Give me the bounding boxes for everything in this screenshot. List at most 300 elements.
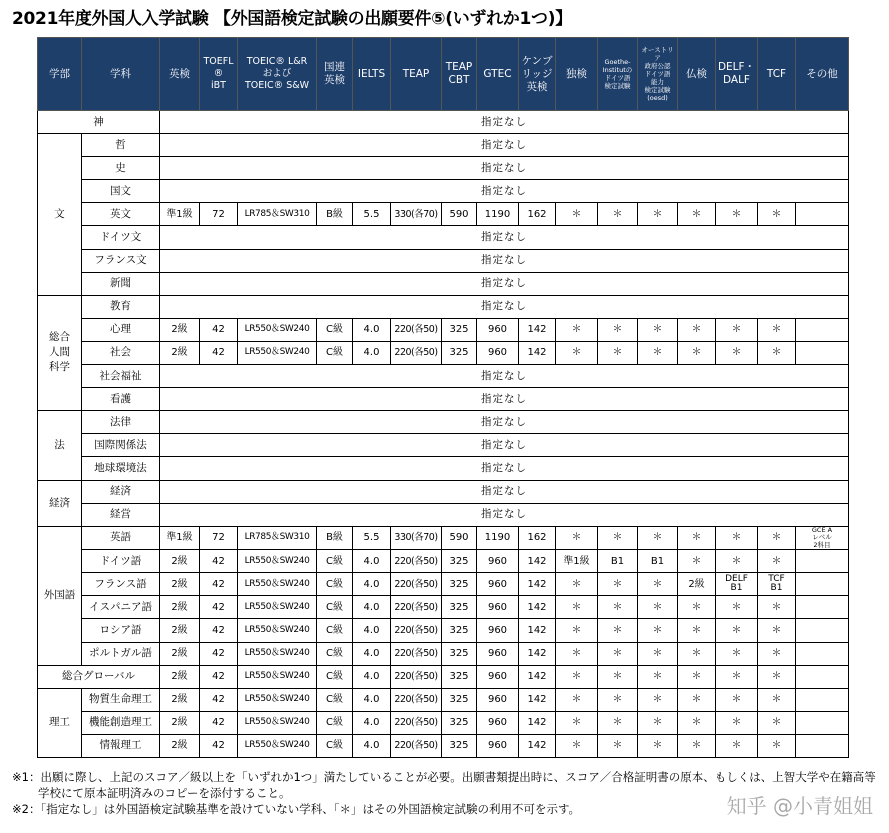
- faculty-cell: 経済: [38, 480, 82, 526]
- value-cell: C級: [317, 688, 353, 711]
- value-cell: DELF B1: [716, 573, 758, 596]
- value-cell: LR550＆SW240: [238, 688, 317, 711]
- value-cell: 4.0: [353, 550, 391, 573]
- no-requirement-cell: 指定なし: [160, 365, 849, 388]
- no-requirement-cell: 指定なし: [160, 180, 849, 203]
- value-cell: 42: [200, 318, 238, 341]
- value-cell: 42: [200, 596, 238, 619]
- header-kokuren: 国連 英検: [317, 38, 353, 111]
- no-requirement-cell: 指定なし: [160, 272, 849, 295]
- header-futsuken: 仏検: [678, 38, 716, 111]
- value-cell: ＊: [638, 573, 678, 596]
- value-cell: ＊: [758, 550, 796, 573]
- value-cell: ＊: [678, 711, 716, 734]
- value-cell: ＊: [758, 734, 796, 757]
- table-row: [38, 388, 849, 411]
- value-cell: 4.0: [353, 619, 391, 642]
- no-requirement-cell: 指定なし: [160, 295, 849, 318]
- value-cell: 220(各50): [391, 642, 442, 665]
- department-cell: 社会: [82, 341, 160, 364]
- value-cell: 590: [442, 203, 477, 226]
- no-requirement-cell: 指定なし: [160, 157, 849, 180]
- value-cell: ＊: [556, 734, 598, 757]
- value-cell: ＊: [638, 688, 678, 711]
- value-cell: ＊: [638, 596, 678, 619]
- table-row: [38, 365, 849, 388]
- value-cell: ＊: [716, 550, 758, 573]
- department-cell: フランス語: [82, 573, 160, 596]
- value-cell: 325: [442, 642, 477, 665]
- value-cell: 220(各50): [391, 573, 442, 596]
- value-cell: ＊: [716, 526, 758, 550]
- value-cell: 325: [442, 665, 477, 688]
- value-cell: ＊: [678, 734, 716, 757]
- header-teap: TEAP: [391, 38, 442, 111]
- value-cell: 2級: [160, 734, 200, 757]
- value-cell: 142: [519, 619, 556, 642]
- value-cell: 220(各50): [391, 711, 442, 734]
- no-requirement-cell: 指定なし: [160, 457, 849, 480]
- value-cell: [796, 573, 849, 596]
- value-cell: ＊: [598, 688, 638, 711]
- value-cell: 325: [442, 734, 477, 757]
- value-cell: C級: [317, 596, 353, 619]
- value-cell: ＊: [638, 734, 678, 757]
- value-cell: [796, 619, 849, 642]
- value-cell: ＊: [556, 688, 598, 711]
- value-cell: ＊: [678, 341, 716, 364]
- value-cell: 2級: [160, 619, 200, 642]
- value-cell: ＊: [556, 526, 598, 550]
- faculty-cell: 法: [38, 411, 82, 480]
- table-row: [38, 503, 849, 526]
- value-cell: 2級: [160, 688, 200, 711]
- value-cell: [796, 711, 849, 734]
- header-goethe: Goethe- Institutの ドイツ語 検定試験: [598, 38, 638, 111]
- header-cambridge: ケンブ リッジ 英検: [519, 38, 556, 111]
- department-cell: 史: [82, 157, 160, 180]
- value-cell: LR550＆SW240: [238, 619, 317, 642]
- footnote-1: ※1：出願に際し、上記のスコア／級以上を「いずれか1つ」満たしていることが必要。出願書類提出時に、スコア／合格証明書の原本、もしくは、上智大学や在籍高等学校にて原本証明済みのコピーを添付すること。: [12, 770, 876, 800]
- value-cell: 960: [477, 596, 519, 619]
- value-cell: 162: [519, 526, 556, 550]
- value-cell: 42: [200, 550, 238, 573]
- value-cell: ＊: [598, 203, 638, 226]
- department-cell: 国文: [82, 180, 160, 203]
- table-row: [38, 249, 849, 272]
- department-cell: 地球環境法: [82, 457, 160, 480]
- header-teap-cbt: TEAP CBT: [442, 38, 477, 111]
- value-cell: 220(各50): [391, 550, 442, 573]
- value-cell: 162: [519, 203, 556, 226]
- value-cell: ＊: [556, 642, 598, 665]
- value-cell: ＊: [638, 203, 678, 226]
- table-row: [38, 203, 849, 226]
- value-cell: ＊: [678, 665, 716, 688]
- value-cell: ＊: [556, 341, 598, 364]
- table-row: [38, 526, 849, 550]
- value-cell: [796, 642, 849, 665]
- value-cell: 330(各70): [391, 526, 442, 550]
- value-cell: ＊: [638, 318, 678, 341]
- value-cell: 325: [442, 688, 477, 711]
- value-cell: 325: [442, 619, 477, 642]
- value-cell: C級: [317, 734, 353, 757]
- value-cell: ＊: [638, 341, 678, 364]
- table-row: [38, 318, 849, 341]
- no-requirement-cell: 指定なし: [160, 111, 849, 134]
- table-row: [38, 596, 849, 619]
- table-row: [38, 157, 849, 180]
- value-cell: 142: [519, 734, 556, 757]
- value-cell: 325: [442, 711, 477, 734]
- value-cell: 4.0: [353, 642, 391, 665]
- value-cell: 4.0: [353, 665, 391, 688]
- value-cell: 960: [477, 318, 519, 341]
- value-cell: 42: [200, 688, 238, 711]
- value-cell: ＊: [758, 596, 796, 619]
- department-cell: ロシア語: [82, 619, 160, 642]
- value-cell: 2級: [160, 550, 200, 573]
- value-cell: ＊: [556, 711, 598, 734]
- table-row: [38, 111, 849, 134]
- value-cell: B1: [638, 550, 678, 573]
- value-cell: TCF B1: [758, 573, 796, 596]
- value-cell: ＊: [598, 526, 638, 550]
- value-cell: ＊: [556, 318, 598, 341]
- header-dokken: 独検: [556, 38, 598, 111]
- value-cell: ＊: [638, 619, 678, 642]
- value-cell: LR550＆SW240: [238, 711, 317, 734]
- value-cell: B級: [317, 526, 353, 550]
- value-cell: C級: [317, 318, 353, 341]
- value-cell: 960: [477, 688, 519, 711]
- value-cell: ＊: [638, 526, 678, 550]
- value-cell: GCE A レベル 2科目: [796, 526, 849, 550]
- department-cell: 心理: [82, 318, 160, 341]
- value-cell: 220(各50): [391, 688, 442, 711]
- no-requirement-cell: 指定なし: [160, 411, 849, 434]
- value-cell: ＊: [598, 665, 638, 688]
- table-row: [38, 573, 849, 596]
- department-cell: ドイツ語: [82, 550, 160, 573]
- value-cell: ＊: [556, 596, 598, 619]
- value-cell: ＊: [678, 550, 716, 573]
- value-cell: 72: [200, 526, 238, 550]
- value-cell: 4.0: [353, 596, 391, 619]
- no-requirement-cell: 指定なし: [160, 249, 849, 272]
- value-cell: LR550＆SW240: [238, 550, 317, 573]
- value-cell: 142: [519, 665, 556, 688]
- table-row: [38, 480, 849, 503]
- header-gtec: GTEC: [477, 38, 519, 111]
- value-cell: LR785＆SW310: [238, 203, 317, 226]
- value-cell: ＊: [598, 642, 638, 665]
- department-cell: 物質生命理工: [82, 688, 160, 711]
- table-row: [38, 711, 849, 734]
- value-cell: ＊: [716, 619, 758, 642]
- value-cell: 1190: [477, 203, 519, 226]
- value-cell: 42: [200, 573, 238, 596]
- department-cell: 機能創造理工: [82, 711, 160, 734]
- value-cell: 220(各50): [391, 318, 442, 341]
- department-cell: 情報理工: [82, 734, 160, 757]
- value-cell: ＊: [678, 203, 716, 226]
- value-cell: ＊: [758, 711, 796, 734]
- table-row: [38, 134, 849, 157]
- header-tcf: TCF: [758, 38, 796, 111]
- value-cell: ＊: [598, 711, 638, 734]
- value-cell: ＊: [598, 734, 638, 757]
- value-cell: 220(各50): [391, 341, 442, 364]
- value-cell: 4.0: [353, 688, 391, 711]
- value-cell: ＊: [758, 642, 796, 665]
- value-cell: LR550＆SW240: [238, 642, 317, 665]
- value-cell: ＊: [678, 318, 716, 341]
- value-cell: 42: [200, 734, 238, 757]
- value-cell: 準1級: [556, 550, 598, 573]
- value-cell: 960: [477, 550, 519, 573]
- value-cell: LR550＆SW240: [238, 596, 317, 619]
- header-ielts: IELTS: [353, 38, 391, 111]
- value-cell: 325: [442, 318, 477, 341]
- table-row: [38, 180, 849, 203]
- value-cell: [796, 203, 849, 226]
- value-cell: [796, 341, 849, 364]
- value-cell: LR550＆SW240: [238, 318, 317, 341]
- value-cell: 325: [442, 596, 477, 619]
- footnote-2: ※2：「指定なし」は外国語検定試験基準を設けていない学科、「＊」はその外国語検定試験の利用不可を示す。: [12, 802, 581, 816]
- value-cell: ＊: [556, 573, 598, 596]
- value-cell: 5.5: [353, 526, 391, 550]
- value-cell: 準1級: [160, 526, 200, 550]
- table-row: [38, 457, 849, 480]
- value-cell: 42: [200, 619, 238, 642]
- value-cell: ＊: [678, 596, 716, 619]
- value-cell: 142: [519, 688, 556, 711]
- department-cell: イスパニア語: [82, 596, 160, 619]
- table-row: [38, 411, 849, 434]
- value-cell: 960: [477, 711, 519, 734]
- table-row: [38, 295, 849, 318]
- value-cell: ＊: [758, 619, 796, 642]
- value-cell: 325: [442, 341, 477, 364]
- value-cell: ＊: [598, 596, 638, 619]
- faculty-cell: 総合グローバル: [38, 665, 160, 688]
- department-cell: 哲: [82, 134, 160, 157]
- value-cell: ＊: [556, 203, 598, 226]
- value-cell: [796, 318, 849, 341]
- value-cell: 960: [477, 619, 519, 642]
- value-cell: ＊: [598, 318, 638, 341]
- value-cell: [796, 596, 849, 619]
- value-cell: ＊: [716, 688, 758, 711]
- value-cell: ＊: [638, 642, 678, 665]
- value-cell: 330(各70): [391, 203, 442, 226]
- value-cell: ＊: [598, 573, 638, 596]
- value-cell: 42: [200, 711, 238, 734]
- value-cell: ＊: [638, 711, 678, 734]
- value-cell: ＊: [556, 665, 598, 688]
- value-cell: ＊: [556, 619, 598, 642]
- value-cell: LR550＆SW240: [238, 341, 317, 364]
- value-cell: 42: [200, 665, 238, 688]
- value-cell: ＊: [716, 203, 758, 226]
- value-cell: [796, 734, 849, 757]
- table-row: [38, 272, 849, 295]
- header-department: 学科: [82, 38, 160, 111]
- department-cell: フランス文: [82, 249, 160, 272]
- value-cell: ＊: [716, 734, 758, 757]
- value-cell: 2級: [678, 573, 716, 596]
- value-cell: 960: [477, 734, 519, 757]
- faculty-cell: 総合 人間 科学: [38, 295, 82, 410]
- value-cell: 142: [519, 550, 556, 573]
- value-cell: 325: [442, 573, 477, 596]
- no-requirement-cell: 指定なし: [160, 134, 849, 157]
- header-toefl: TOEFL ® iBT: [200, 38, 238, 111]
- table-row: [38, 665, 849, 688]
- header-delf: DELF・ DALF: [716, 38, 758, 111]
- value-cell: C級: [317, 619, 353, 642]
- no-requirement-cell: 指定なし: [160, 434, 849, 457]
- value-cell: [796, 688, 849, 711]
- value-cell: 2級: [160, 665, 200, 688]
- department-cell: 経営: [82, 503, 160, 526]
- faculty-cell: 理工: [38, 688, 82, 757]
- value-cell: ＊: [716, 665, 758, 688]
- value-cell: 1190: [477, 526, 519, 550]
- value-cell: ＊: [678, 688, 716, 711]
- value-cell: ＊: [598, 619, 638, 642]
- value-cell: 325: [442, 550, 477, 573]
- department-cell: 法律: [82, 411, 160, 434]
- table-row: [38, 642, 849, 665]
- table-row: [38, 226, 849, 249]
- value-cell: 142: [519, 711, 556, 734]
- department-cell: ポルトガル語: [82, 642, 160, 665]
- table-row: [38, 688, 849, 711]
- table-row: [38, 434, 849, 457]
- value-cell: LR550＆SW240: [238, 573, 317, 596]
- value-cell: 72: [200, 203, 238, 226]
- value-cell: ＊: [678, 526, 716, 550]
- value-cell: 2級: [160, 318, 200, 341]
- value-cell: 142: [519, 341, 556, 364]
- header-row: [38, 38, 849, 111]
- table-row: [38, 619, 849, 642]
- no-requirement-cell: 指定なし: [160, 388, 849, 411]
- value-cell: 220(各50): [391, 665, 442, 688]
- value-cell: 220(各50): [391, 596, 442, 619]
- value-cell: 590: [442, 526, 477, 550]
- department-cell: 国際関係法: [82, 434, 160, 457]
- value-cell: 142: [519, 642, 556, 665]
- value-cell: 42: [200, 642, 238, 665]
- no-requirement-cell: 指定なし: [160, 503, 849, 526]
- faculty-cell: 外国語: [38, 526, 82, 665]
- value-cell: 4.0: [353, 341, 391, 364]
- no-requirement-cell: 指定なし: [160, 480, 849, 503]
- table-row: [38, 341, 849, 364]
- value-cell: [796, 665, 849, 688]
- value-cell: LR550＆SW240: [238, 734, 317, 757]
- department-cell: 新聞: [82, 272, 160, 295]
- value-cell: 142: [519, 573, 556, 596]
- value-cell: ＊: [716, 596, 758, 619]
- value-cell: 960: [477, 341, 519, 364]
- value-cell: ＊: [638, 665, 678, 688]
- value-cell: 4.0: [353, 318, 391, 341]
- value-cell: ＊: [678, 642, 716, 665]
- value-cell: ＊: [716, 341, 758, 364]
- faculty-cell: 文: [38, 134, 82, 296]
- header-other: その他: [796, 38, 849, 111]
- value-cell: C級: [317, 665, 353, 688]
- value-cell: 2級: [160, 711, 200, 734]
- requirements-table: [37, 37, 849, 758]
- value-cell: 準1級: [160, 203, 200, 226]
- value-cell: ＊: [758, 526, 796, 550]
- value-cell: 960: [477, 573, 519, 596]
- value-cell: 2級: [160, 642, 200, 665]
- value-cell: 4.0: [353, 734, 391, 757]
- watermark: 知乎 @小青姐姐: [726, 794, 873, 818]
- value-cell: 142: [519, 596, 556, 619]
- value-cell: 4.0: [353, 573, 391, 596]
- header-oesd: オーストリ ア 政府公認 ドイツ語 能力 検定試験 (oesd): [638, 38, 678, 111]
- department-cell: 英語: [82, 526, 160, 550]
- value-cell: [796, 550, 849, 573]
- value-cell: ＊: [678, 619, 716, 642]
- department-cell: 経済: [82, 480, 160, 503]
- value-cell: 960: [477, 642, 519, 665]
- value-cell: C級: [317, 642, 353, 665]
- value-cell: ＊: [716, 642, 758, 665]
- no-requirement-cell: 指定なし: [160, 226, 849, 249]
- value-cell: ＊: [758, 203, 796, 226]
- value-cell: 220(各50): [391, 619, 442, 642]
- value-cell: ＊: [758, 688, 796, 711]
- value-cell: ＊: [758, 665, 796, 688]
- department-cell: 社会福祉: [82, 365, 160, 388]
- department-cell: 教育: [82, 295, 160, 318]
- value-cell: C級: [317, 341, 353, 364]
- department-cell: ドイツ文: [82, 226, 160, 249]
- value-cell: ＊: [716, 711, 758, 734]
- value-cell: B級: [317, 203, 353, 226]
- table-row: [38, 734, 849, 757]
- value-cell: 4.0: [353, 711, 391, 734]
- value-cell: C級: [317, 573, 353, 596]
- value-cell: C級: [317, 550, 353, 573]
- header-faculty: 学部: [38, 38, 82, 111]
- value-cell: B1: [598, 550, 638, 573]
- department-cell: 英文: [82, 203, 160, 226]
- value-cell: 5.5: [353, 203, 391, 226]
- header-toeic: TOEIC® L&R および TOEIC® S&W: [238, 38, 317, 111]
- value-cell: 2級: [160, 596, 200, 619]
- value-cell: LR785＆SW310: [238, 526, 317, 550]
- value-cell: 2級: [160, 341, 200, 364]
- page-title: 2021年度外国人入学試験 【外国語検定試験の出願要件⑤(いずれか1つ)】: [12, 9, 572, 29]
- value-cell: 42: [200, 341, 238, 364]
- value-cell: ＊: [598, 341, 638, 364]
- value-cell: 2級: [160, 573, 200, 596]
- value-cell: 960: [477, 665, 519, 688]
- department-cell: 看護: [82, 388, 160, 411]
- table-row: [38, 550, 849, 573]
